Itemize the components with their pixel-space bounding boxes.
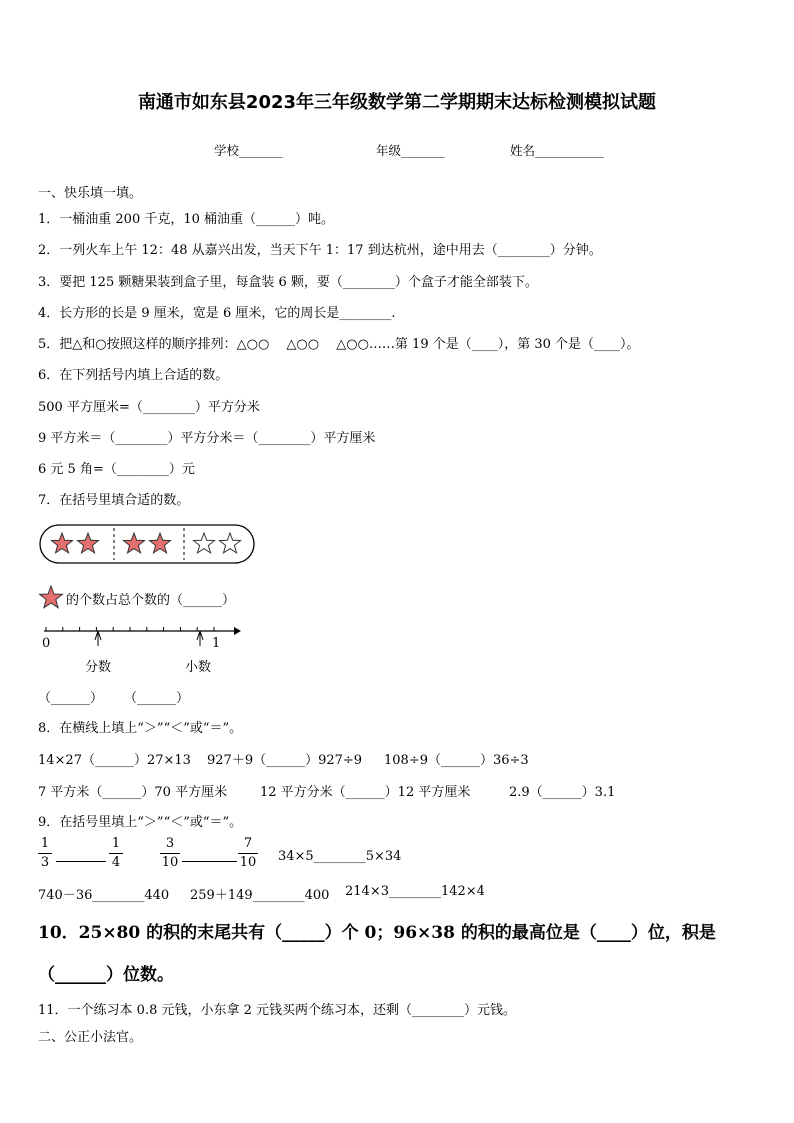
question-6-line-3: 6 元 5 角=（________）元 bbox=[38, 462, 195, 477]
q8-row2-item2: 12 平方分米（______）12 平方厘米 bbox=[260, 785, 471, 800]
filled-star-icon bbox=[150, 533, 171, 553]
filled-star-icon bbox=[38, 584, 64, 610]
question-9-stem: 9．在括号里填上“＞”“＜”或“＝”。 bbox=[38, 815, 243, 830]
question-10-line-1: 10．25×80 的积的末尾共有（_____）个 0；96×38 的积的最高位是（____）位，积是 bbox=[38, 923, 716, 943]
fraction-seven-tenths: 7 10 bbox=[239, 836, 257, 870]
q8-row1-item1: 14×27（______）27×13 bbox=[38, 753, 191, 768]
question-3: 3．要把 125 颗糖果装到盒子里，每盒装 6 颗，要（________）个盒子才能全部装下。 bbox=[38, 275, 538, 290]
filled-star-icon bbox=[124, 533, 145, 553]
q8-row1-item2: 927＋9（______）927÷9 bbox=[207, 753, 363, 768]
star-group-figure bbox=[38, 522, 258, 568]
empty-star-icon bbox=[194, 533, 215, 553]
q9-item3: 34×5________5×34 bbox=[278, 849, 402, 864]
number-line-zero-label: 0 bbox=[42, 636, 51, 651]
question-4: 4．长方形的长是 9 厘米，宽是 6 厘米，它的周长是________. bbox=[38, 306, 396, 321]
q8-row1-item3: 108÷9（______）36÷3 bbox=[384, 753, 529, 768]
section-1-heading: 一、快乐填一填。 bbox=[38, 186, 143, 201]
star-group-border bbox=[40, 525, 254, 563]
fraction-answer-blank[interactable]: （______） bbox=[38, 691, 104, 706]
fraction-one-third: 1 3 bbox=[38, 836, 52, 871]
question-5: 5．把△和○按照这样的顺序排列：△○○ △○○ △○○……第 19 个是（____），第 30 个是（____）。 bbox=[38, 337, 640, 352]
number-line-one-label: 1 bbox=[212, 636, 221, 651]
page-title: 南通市如东县2023年三年级数学第二学期期末达标检测模拟试题 bbox=[137, 92, 657, 113]
filled-star-icon bbox=[78, 533, 99, 553]
filled-star-icon bbox=[52, 533, 73, 553]
name-field[interactable]: 姓名___________ bbox=[510, 143, 604, 158]
question-7-star-text: 的个数占总个数的（______） bbox=[66, 593, 236, 608]
number-line-decimal-label: 小数 bbox=[185, 660, 212, 675]
question-8-stem: 8．在横线上填上“＞”“＜”或“＝”。 bbox=[38, 721, 243, 736]
q9-row2-item3: 214×3________142×4 bbox=[345, 884, 485, 899]
question-6-line-2: 9 平方米＝（________）平方分米＝（________）平方厘米 bbox=[38, 431, 376, 446]
number-line-arrow-icon bbox=[234, 627, 241, 635]
fraction-1-blank-line[interactable] bbox=[56, 861, 106, 862]
decimal-answer-blank[interactable]: （______） bbox=[124, 691, 190, 706]
question-6-line-1: 500 平方厘米=（________）平方分米 bbox=[38, 400, 260, 415]
question-11: 11．一个练习本 0.8 元钱，小东拿 2 元钱买两个练习本，还剩（________）元钱。 bbox=[38, 1003, 517, 1018]
fraction-three-tenths: 3 10 bbox=[161, 836, 179, 870]
school-field[interactable]: 学校_______ bbox=[214, 143, 283, 158]
question-1: 1．一桶油重 200 千克，10 桶油重（______）吨。 bbox=[38, 212, 335, 227]
fraction-2-blank-line[interactable] bbox=[182, 861, 237, 862]
section-2-heading: 二、公正小法官。 bbox=[38, 1030, 143, 1045]
question-10-line-2: （______）位数。 bbox=[38, 965, 174, 985]
fraction-one-fourth: 1 4 bbox=[109, 836, 123, 871]
empty-star-icon bbox=[220, 533, 241, 553]
question-7-stem: 7．在括号里填合适的数。 bbox=[38, 493, 190, 508]
q9-row2-item2: 259＋149________400 bbox=[190, 888, 330, 903]
q8-row2-item3: 2.9（______）3.1 bbox=[509, 785, 616, 800]
number-line-fraction-label: 分数 bbox=[85, 660, 112, 675]
q8-row2-item1: 7 平方米（______）70 平方厘米 bbox=[38, 785, 228, 800]
question-2: 2．一列火车上午 12：48 从嘉兴出发，当天下午 1：17 到达杭州，途中用去（________）分钟。 bbox=[38, 243, 602, 258]
grade-field[interactable]: 年级_______ bbox=[376, 143, 445, 158]
decimal-pointer-arrow-icon bbox=[197, 631, 203, 646]
q9-row2-item1: 740－36________440 bbox=[38, 888, 170, 903]
fraction-pointer-arrow-icon bbox=[95, 631, 101, 646]
question-6-stem: 6．在下列括号内填上合适的数。 bbox=[38, 368, 229, 383]
